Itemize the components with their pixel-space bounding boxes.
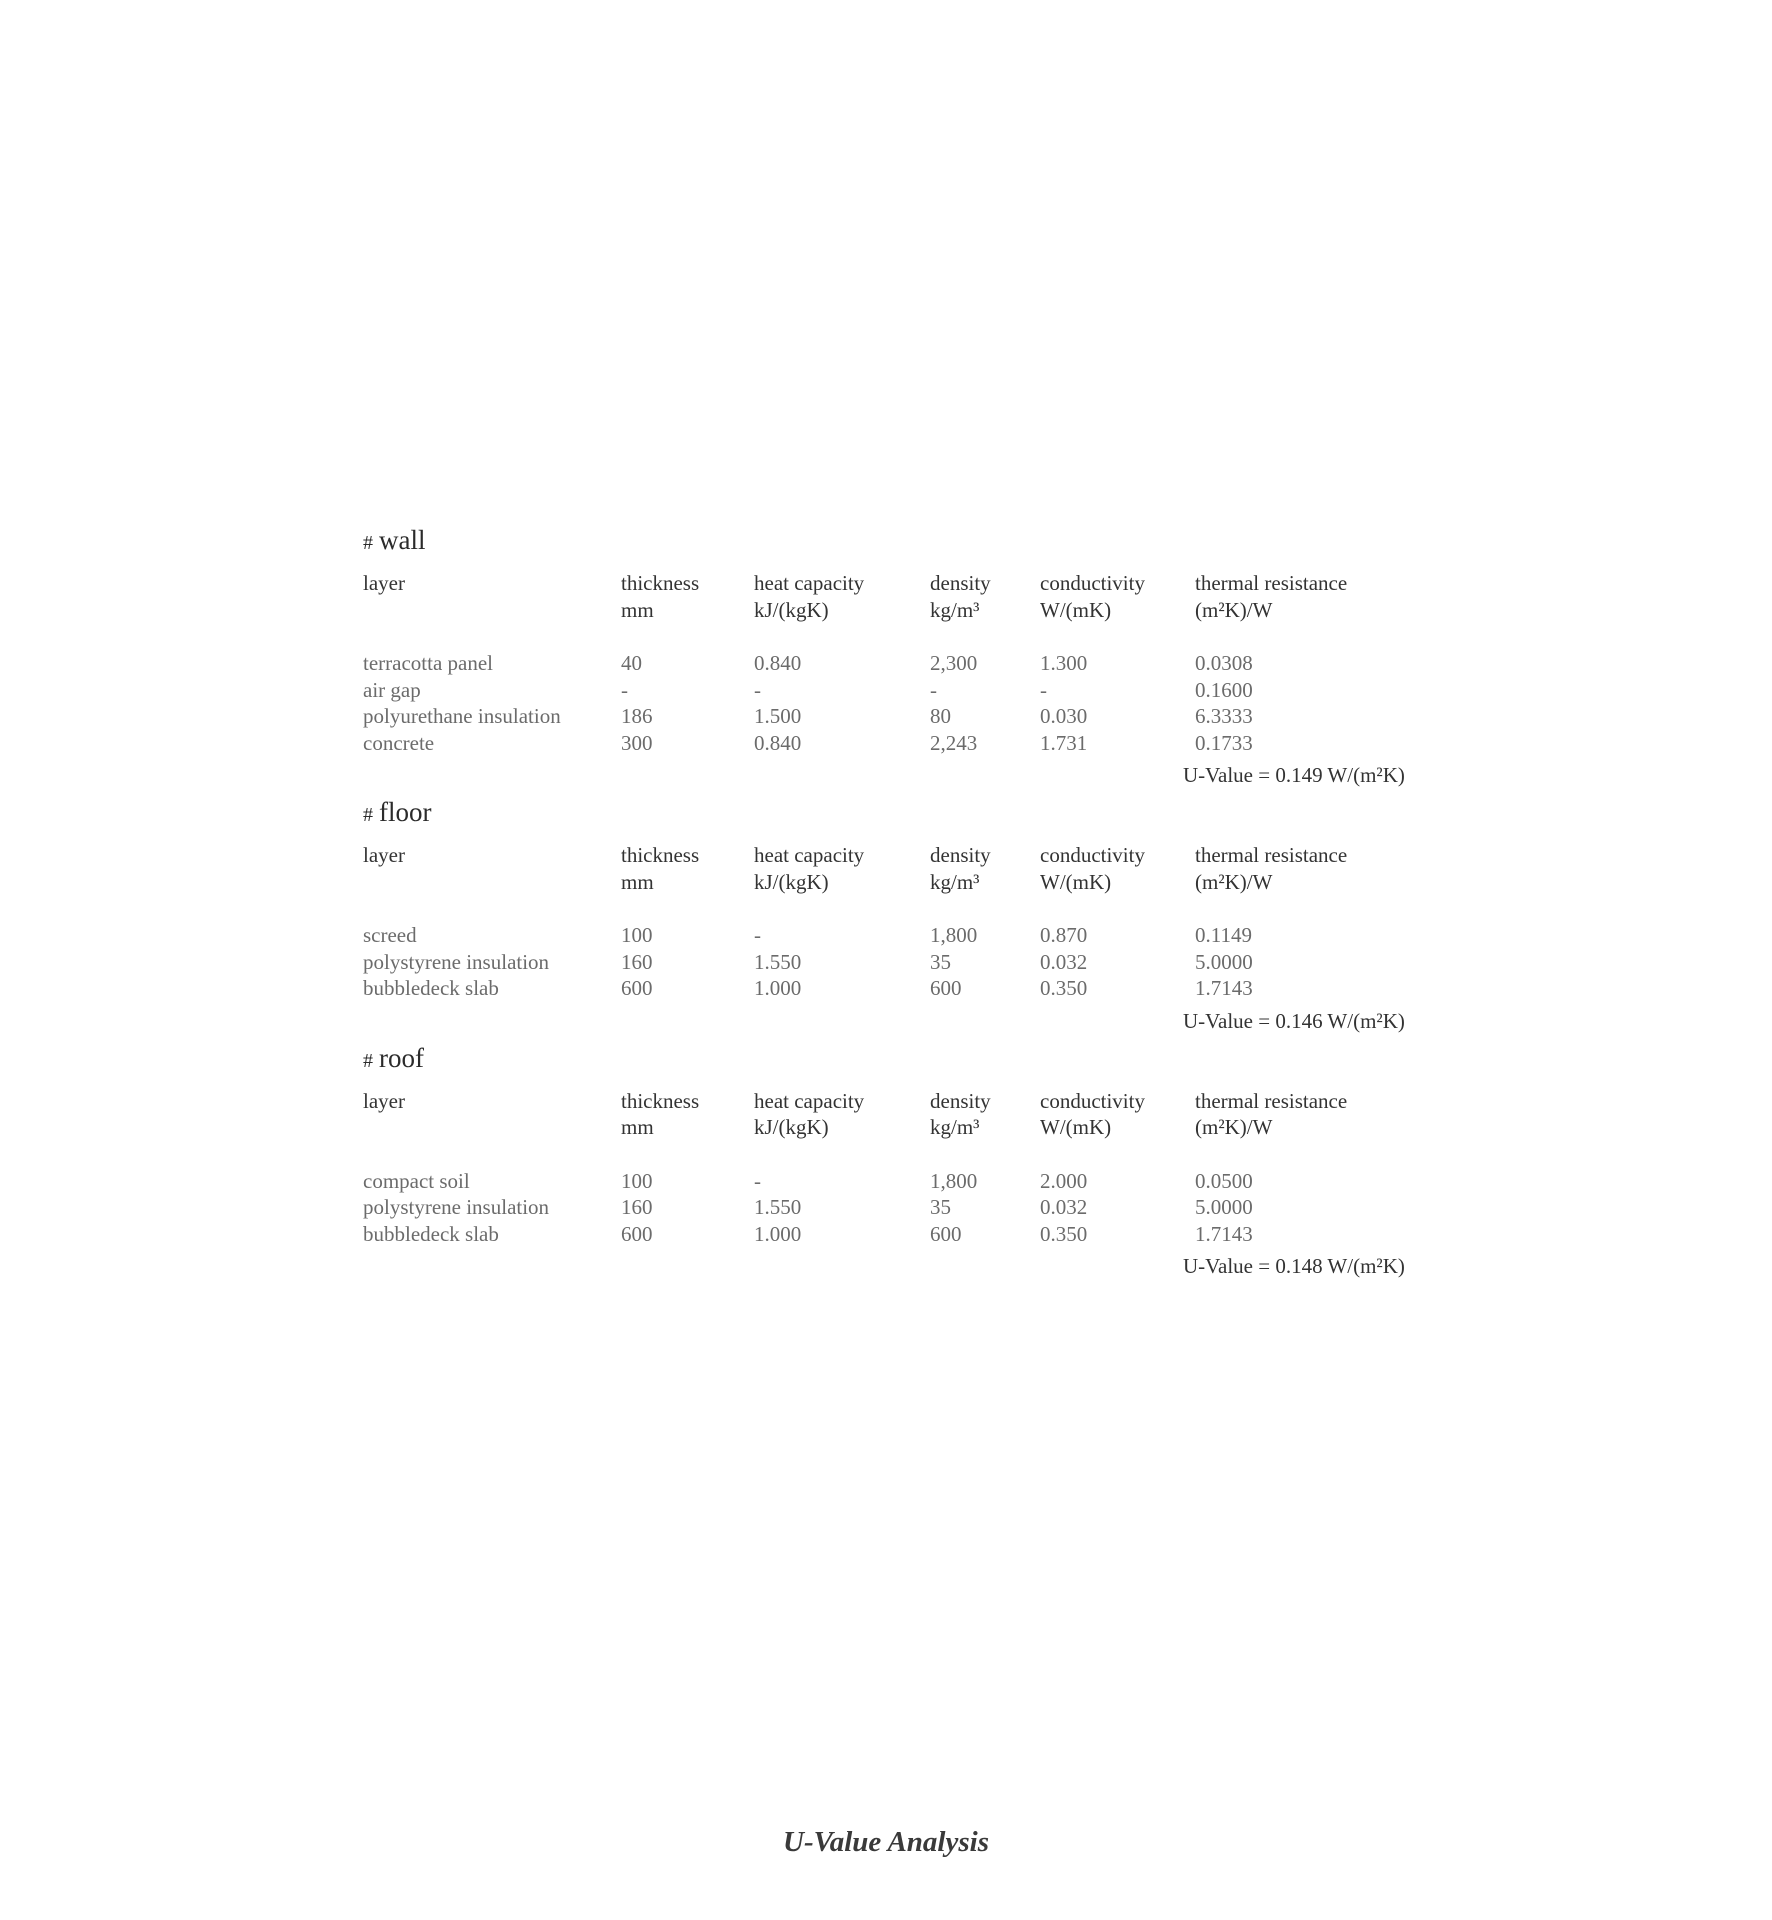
table-cell: 100 (621, 1168, 653, 1193)
column-header (1040, 570, 1195, 623)
table-cell: 1,800 (930, 923, 978, 947)
table-cell: concrete (363, 730, 435, 755)
column-header (1195, 842, 1395, 895)
table-cell: 0.032 (1040, 949, 1088, 974)
table-header-row (363, 842, 1423, 895)
column-header (1195, 570, 1395, 623)
table-row (363, 677, 1423, 704)
u-value-result: U-Value = 0.148 W/(m²K) (1183, 1254, 1405, 1278)
column-header-label: conductivity (1040, 1088, 1145, 1113)
column-header-unit: W/(mK) (1040, 869, 1112, 894)
column-header-unit (363, 597, 621, 624)
column-header (363, 570, 621, 623)
u-value-result: U-Value = 0.149 W/(m²K) (1183, 763, 1405, 787)
table-cell: polystyrene insulation (363, 1195, 550, 1219)
table-cell: 100 (621, 923, 653, 947)
table-cell: 600 (621, 976, 653, 1000)
column-header (754, 1088, 930, 1141)
table-cell: 1.500 (754, 704, 802, 728)
column-header-unit: W/(mK) (1040, 1115, 1112, 1139)
table-cell: 600 (930, 1221, 962, 1246)
column-header-label: thickness (621, 571, 700, 595)
table-cell: 1.7143 (1195, 1221, 1253, 1246)
column-header (363, 1088, 621, 1141)
table-cell: - (754, 923, 761, 947)
section-title (363, 1036, 1423, 1080)
table-cell: 5.0000 (1195, 949, 1253, 974)
table-row (363, 650, 1423, 677)
column-header (1195, 1088, 1395, 1141)
column-header (621, 842, 754, 895)
column-header-unit: kJ/(kgK) (754, 869, 829, 894)
table-cell: - (930, 677, 937, 702)
column-header (930, 842, 1040, 895)
column-header-label: conductivity (1040, 571, 1145, 595)
column-header-label: conductivity (1040, 843, 1145, 867)
table-cell: polystyrene insulation (363, 949, 550, 974)
table-cell: 1.300 (1040, 651, 1088, 675)
column-header (930, 570, 1040, 623)
table-cell: 1.731 (1040, 730, 1088, 755)
column-header (754, 842, 930, 895)
column-header-unit: mm (621, 869, 654, 894)
hash-mark: # (363, 1049, 373, 1072)
column-header (930, 1088, 1040, 1141)
table-cell: 0.870 (1040, 923, 1088, 947)
column-header-label: heat capacity (754, 1088, 865, 1113)
table-cell: 80 (930, 704, 951, 728)
hash-mark: # (363, 532, 373, 554)
table-spacer (363, 623, 1423, 650)
table-cell: 600 (930, 976, 962, 1000)
column-header (621, 570, 754, 623)
table-cell: 1.000 (754, 976, 802, 1000)
column-header-unit (363, 1114, 621, 1141)
column-header (1040, 1088, 1195, 1141)
section-roof (363, 1036, 1423, 1282)
column-header-label: layer (363, 571, 405, 595)
column-header (621, 1088, 754, 1141)
column-header-label: thermal resistance (1195, 843, 1348, 867)
table-cell: 1.000 (754, 1221, 802, 1246)
section-title (363, 518, 1423, 562)
column-header-label: layer (363, 843, 405, 867)
table-cell: 2,243 (930, 730, 978, 755)
table-cell: 6.3333 (1195, 704, 1253, 728)
column-header-label: density (930, 843, 991, 867)
table-cell: 1.550 (754, 1195, 802, 1219)
table-cell: 0.840 (754, 651, 802, 675)
column-header (363, 842, 621, 895)
table-row (363, 949, 1423, 976)
table-row (363, 703, 1423, 730)
column-header-label: heat capacity (754, 843, 865, 867)
table-spacer (363, 1141, 1423, 1168)
table-cell: - (754, 1168, 761, 1193)
column-header-unit: mm (621, 597, 654, 622)
section-wall (363, 518, 1423, 790)
table-cell: screed (363, 923, 417, 947)
table-cell: 186 (621, 704, 653, 728)
table-row (363, 922, 1423, 949)
column-header-unit: kg/m³ (930, 1115, 980, 1139)
table-cell: - (1040, 677, 1047, 702)
table-cell: polyurethane insulation (363, 704, 561, 728)
u-value-result: U-Value = 0.146 W/(m²K) (1183, 1008, 1405, 1033)
document-body (363, 518, 1423, 1281)
table-cell: 40 (621, 651, 642, 675)
table-cell: 0.1149 (1195, 923, 1252, 947)
table-cell: 0.840 (754, 730, 802, 755)
table-cell: 35 (930, 949, 951, 974)
hash-mark: # (363, 804, 373, 826)
column-header-unit: kg/m³ (930, 597, 980, 622)
column-header-unit (363, 869, 621, 896)
table-cell: 0.1600 (1195, 677, 1253, 702)
section-title-text: wall (379, 525, 426, 555)
column-header-label: heat capacity (754, 571, 865, 595)
column-header-label: thickness (621, 843, 700, 867)
table-cell: 2,300 (930, 651, 978, 675)
table-cell: 300 (621, 730, 653, 755)
table-row (363, 1168, 1423, 1195)
column-header-unit: mm (621, 1115, 654, 1139)
table-row (363, 730, 1423, 757)
table-cell: 0.0308 (1195, 651, 1253, 675)
table-cell: compact soil (363, 1168, 470, 1193)
table-cell: 0.350 (1040, 1221, 1088, 1246)
table-cell: - (754, 677, 761, 702)
column-header-unit: kg/m³ (930, 869, 980, 894)
section-floor (363, 790, 1423, 1036)
column-header (1040, 842, 1195, 895)
table-row (363, 975, 1423, 1002)
table-cell: terracotta panel (363, 651, 493, 675)
table-cell: - (621, 677, 628, 702)
column-header-unit: (m²K)/W (1195, 597, 1273, 622)
table-cell: 1.550 (754, 949, 802, 974)
table-cell: 1,800 (930, 1168, 978, 1193)
table-cell: bubbledeck slab (363, 976, 499, 1000)
column-header-unit: kJ/(kgK) (754, 597, 829, 622)
table-row (363, 1194, 1423, 1221)
column-header-unit: W/(mK) (1040, 597, 1112, 622)
table-cell: air gap (363, 677, 421, 702)
table-cell: 600 (621, 1221, 653, 1246)
column-header-unit: (m²K)/W (1195, 869, 1273, 894)
table-cell: 5.0000 (1195, 1195, 1253, 1219)
column-header-label: thickness (621, 1088, 700, 1113)
table-cell: 0.032 (1040, 1195, 1088, 1219)
column-header-label: thermal resistance (1195, 571, 1348, 595)
table-header-row (363, 1088, 1423, 1141)
table-row (363, 1221, 1423, 1248)
section-title (363, 790, 1423, 834)
table-cell: 0.1733 (1195, 730, 1253, 755)
page-caption: U-Value Analysis (783, 1826, 989, 1858)
table-cell: 160 (621, 949, 653, 974)
table-header-row (363, 570, 1423, 623)
table-cell: 0.350 (1040, 976, 1088, 1000)
section-title-text: roof (379, 1042, 424, 1073)
table-cell: 1.7143 (1195, 976, 1253, 1000)
table-cell: bubbledeck slab (363, 1221, 499, 1246)
section-title-text: floor (379, 797, 432, 827)
table-spacer (363, 895, 1423, 922)
column-header-label: thermal resistance (1195, 1088, 1348, 1113)
table-cell: 2.000 (1040, 1168, 1088, 1193)
table-cell: 0.030 (1040, 704, 1088, 728)
table-cell: 0.0500 (1195, 1168, 1253, 1193)
table-cell: 35 (930, 1195, 951, 1219)
column-header-label: density (930, 571, 991, 595)
table-cell: 160 (621, 1195, 653, 1219)
column-header-unit: (m²K)/W (1195, 1115, 1273, 1139)
column-header-label: density (930, 1088, 991, 1113)
column-header-label: layer (363, 1088, 405, 1113)
column-header (754, 570, 930, 623)
column-header-unit: kJ/(kgK) (754, 1115, 829, 1139)
